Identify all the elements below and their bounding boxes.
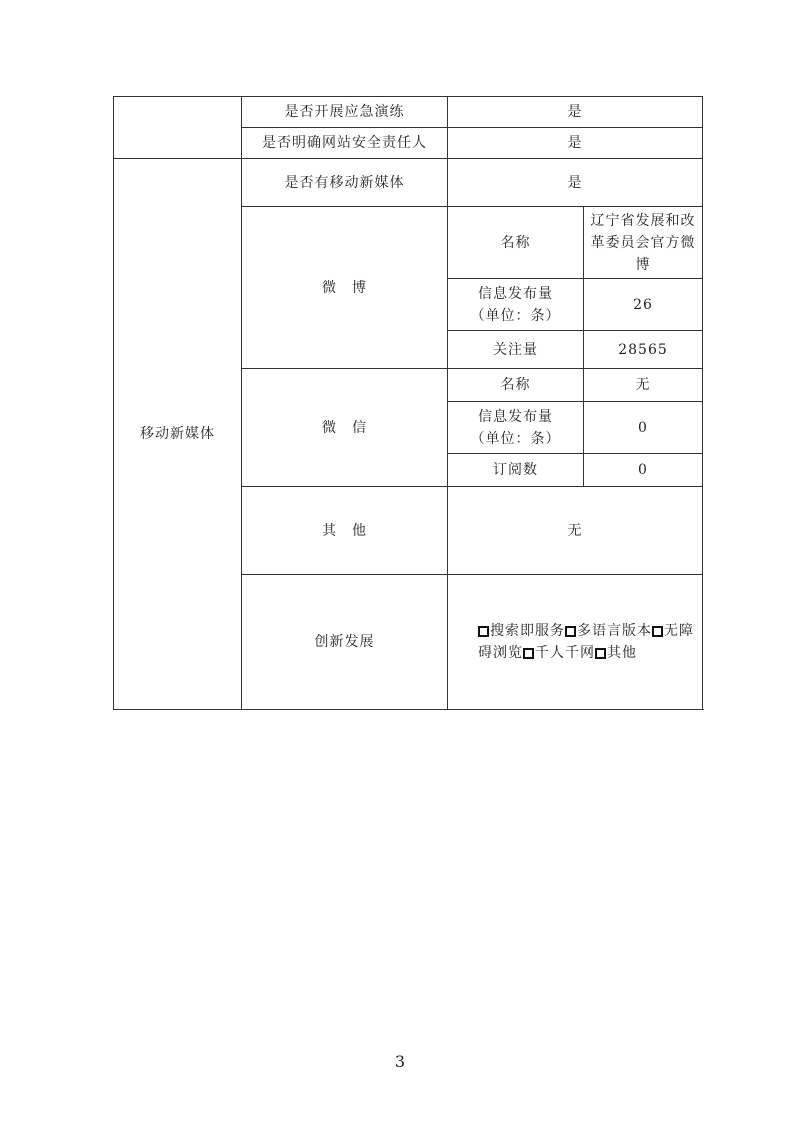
wechat-name-value: 无 <box>584 369 703 402</box>
page-number: 3 <box>394 1052 406 1071</box>
checkbox-icon[interactable] <box>595 648 606 659</box>
weibo-publish-label-line2: （单位：条） <box>470 307 561 324</box>
wechat-subscribers-label: 订阅数 <box>448 454 584 487</box>
has-mobile-media-value: 是 <box>448 159 703 207</box>
innovation-option[interactable] <box>478 623 565 639</box>
innovation-option[interactable] <box>595 645 637 661</box>
weibo-followers-label: 关注量 <box>448 331 584 369</box>
innovation-option[interactable] <box>523 645 595 661</box>
weibo-name-value: 辽宁省发展和改革委员会官方微博 <box>584 207 703 279</box>
innovation-options <box>448 575 703 710</box>
other-media-label: 其 他 <box>242 487 448 575</box>
weibo-publish-label-line1: 信息发布量 <box>478 285 553 302</box>
wechat-publish-label <box>448 402 584 454</box>
checkbox-icon[interactable] <box>652 626 663 637</box>
wechat-publish-value: 0 <box>584 402 703 454</box>
security-officer-value: 是 <box>448 128 703 159</box>
empty-section-cell <box>114 97 242 159</box>
wechat-label: 微 信 <box>242 369 448 487</box>
innovation-option-label: 其他 <box>607 645 637 661</box>
has-mobile-media-label: 是否有移动新媒体 <box>242 159 448 207</box>
checkbox-icon[interactable] <box>565 626 576 637</box>
weibo-publish-label <box>448 279 584 331</box>
table-row <box>114 97 703 128</box>
security-officer-label: 是否明确网站安全责任人 <box>242 128 448 159</box>
innovation-option-label: 多语言版本 <box>577 623 652 639</box>
weibo-name-label: 名称 <box>448 207 584 279</box>
checkbox-icon[interactable] <box>478 626 489 637</box>
innovation-option-label: 千人千网 <box>535 645 595 661</box>
weibo-label: 微 博 <box>242 207 448 369</box>
innovation-option[interactable] <box>565 623 652 639</box>
wechat-publish-label-line2: （单位：条） <box>470 430 561 447</box>
innovation-section-label: 创新发展 <box>242 575 448 710</box>
innovation-option-label: 无障碍浏览 <box>478 623 694 661</box>
drill-label: 是否开展应急演练 <box>242 97 448 128</box>
other-media-value: 无 <box>448 487 703 575</box>
wechat-subscribers-value: 0 <box>584 454 703 487</box>
weibo-publish-value: 26 <box>584 279 703 331</box>
drill-value: 是 <box>448 97 703 128</box>
innovation-option-label: 搜索即服务 <box>490 623 565 639</box>
checkbox-icon[interactable] <box>523 648 534 659</box>
report-table <box>113 96 703 710</box>
wechat-name-label: 名称 <box>448 369 584 402</box>
wechat-publish-label-line1: 信息发布量 <box>478 408 553 425</box>
mobile-media-section-label: 移动新媒体 <box>114 159 242 710</box>
weibo-followers-value: 28565 <box>584 331 703 369</box>
table-row <box>114 159 703 207</box>
